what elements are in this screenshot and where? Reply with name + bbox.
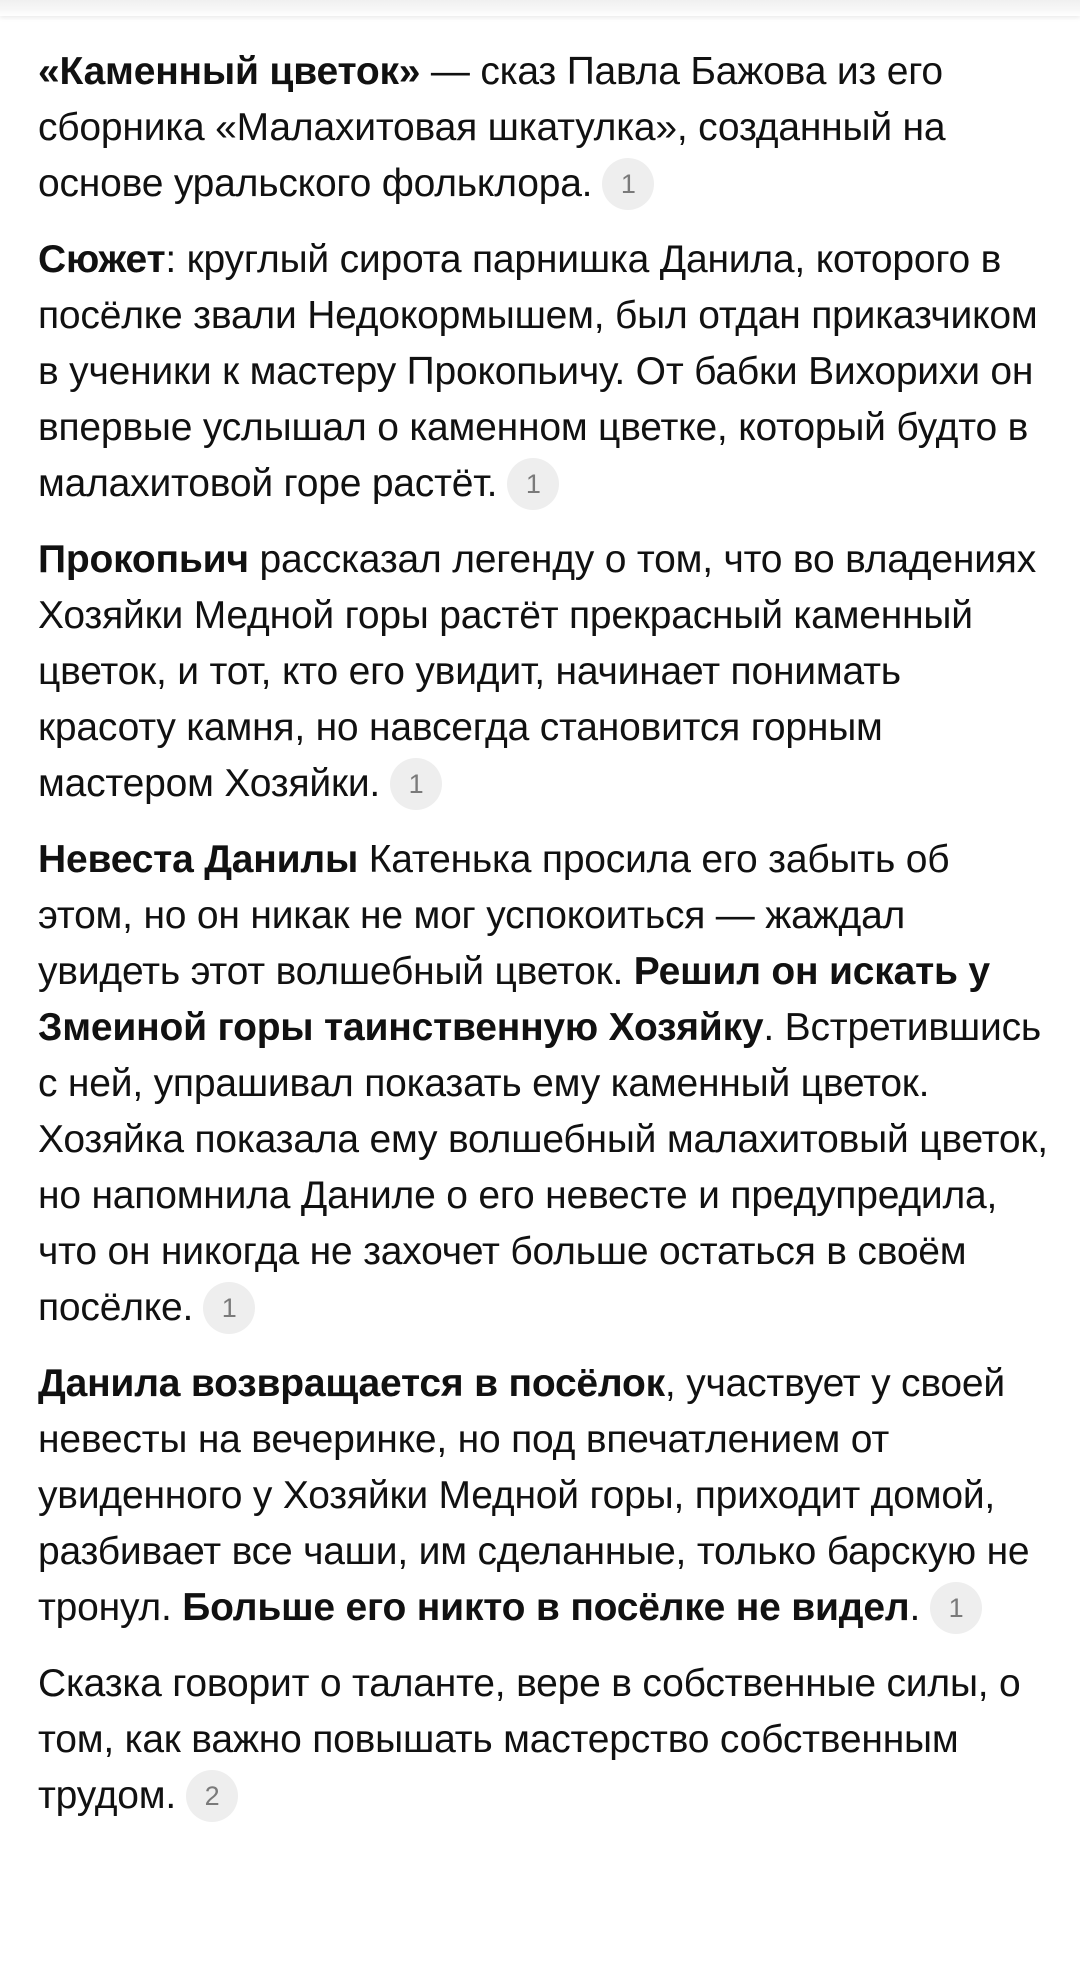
paragraph-text: . [909, 1586, 921, 1629]
source-ref-badge[interactable]: 1 [507, 458, 559, 510]
answer-text [38, 44, 1048, 1844]
bold-lead: Невеста Данилы [38, 838, 359, 881]
paragraph-bride [38, 832, 1048, 1336]
paragraph-prokopich [38, 532, 1048, 812]
source-ref-badge[interactable]: 1 [930, 1582, 982, 1634]
paragraph-text: , участвует у своей невесты на вечеринке, но под впечатлением от увиденного у Хозяйки Медной горы, приходит домой, разбивает все чаши, им сделанные, только барскую не тронул. [38, 1362, 1030, 1629]
source-ref-badge[interactable]: 1 [203, 1282, 255, 1334]
paragraph-text: рассказал легенду о том, что во владениях Хозяйки Медной горы растёт прекрасный каменный цветок, и тот, кто его увидит, начинает понимать красоту камня, но навсегда становится горным мастером Хозяйки. [38, 538, 1036, 805]
paragraph-intro [38, 44, 1048, 212]
top-bar-shadow [0, 0, 1080, 16]
source-ref-badge[interactable]: 1 [390, 758, 442, 810]
paragraph-moral [38, 1656, 1048, 1824]
bold-lead: Данила возвращается в посёлок [38, 1362, 665, 1405]
bold-phrase: Решил он искать у Змеиной горы таинственную Хозяйку [38, 950, 990, 1049]
paragraph-text: Катенька просила его забыть об этом, но он никак не мог успокоиться — жаждал увидеть этот волшебный цветок. [38, 838, 950, 993]
source-ref-badge[interactable]: 2 [186, 1770, 238, 1822]
bold-lead: Сюжет [38, 238, 166, 281]
paragraph-text: : круглый сирота парнишка Данила, которого в посёлке звали Недокормышем, был отдан приказчиком в ученики к мастеру Прокопьичу. От бабки Вихорихи он впервые услышал о каменном цветке, который будто в малахитовой горе растёт. [38, 238, 1038, 505]
paragraph-text: — сказ Павла Бажова из его сборника «Малахитовая шкатулка», созданный на основе уральского фольклора. [38, 50, 946, 205]
bold-phrase: Больше его никто в посёлке не видел [182, 1586, 910, 1629]
paragraph-plot [38, 232, 1048, 512]
paragraph-text: Сказка говорит о таланте, вере в собственные силы, о том, как важно повышать мастерство собственным трудом. [38, 1662, 1021, 1817]
bold-lead: Прокопьич [38, 538, 249, 581]
paragraph-return [38, 1356, 1048, 1636]
bold-lead: «Каменный цветок» [38, 50, 421, 93]
paragraph-text: . Встретившись с ней, упрашивал показать ему каменный цветок. Хозяйка показала ему волшебный малахитовый цветок, но напомнила Даниле о его невесте и предупредила, что он никогда не захочет больше остаться в своём посёлке. [38, 1006, 1048, 1329]
source-ref-badge[interactable]: 1 [602, 158, 654, 210]
